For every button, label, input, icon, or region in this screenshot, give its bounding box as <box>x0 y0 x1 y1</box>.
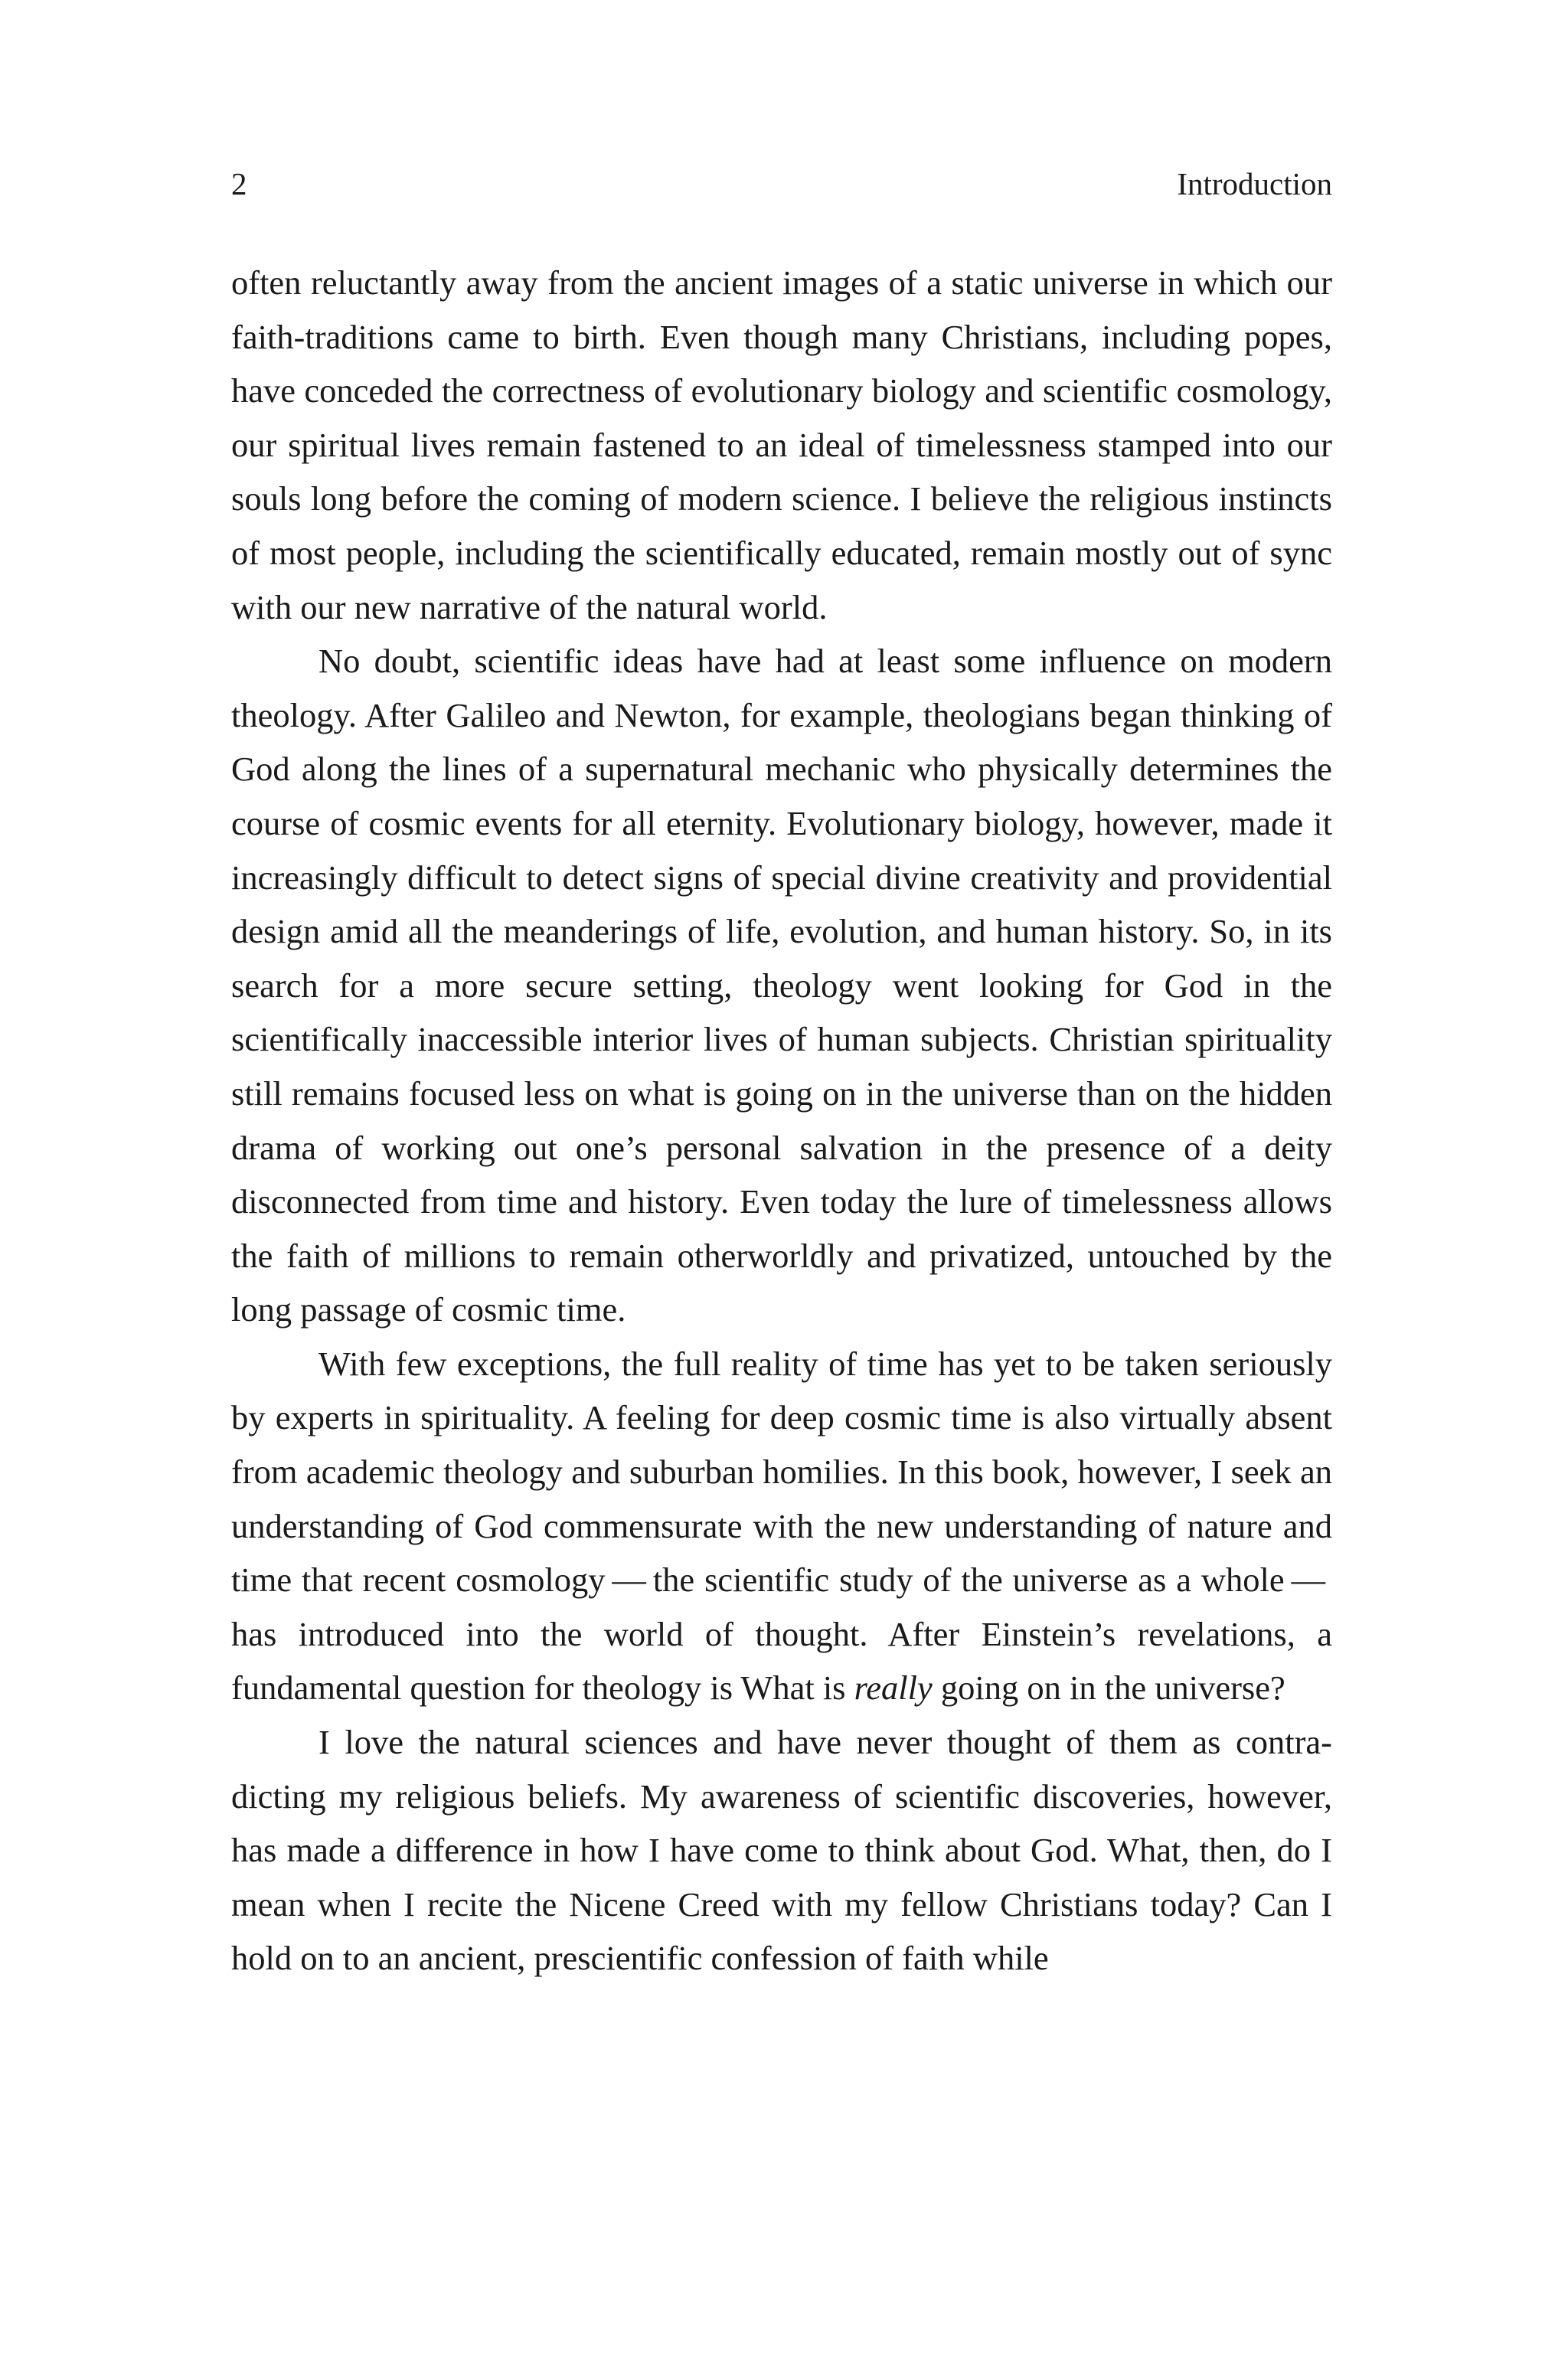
body-text <box>231 256 1332 1986</box>
emphasis-really: really <box>854 1668 933 1708</box>
paragraph-3-ending: going on in the universe? <box>932 1668 1285 1708</box>
running-head <box>231 161 1332 207</box>
paragraph-2: No doubt, scientific ideas have had at least some influence on modern theology. After Galileo and Newton, for example, theologians began thinking of God along the lines of a supernatural mechanic who physically determines the course of cosmic events for all eternity. Evolutionary biology, however, made it increasingly difficult to detect signs of special divine creativity and providential design amid all the meanderings of life, evolution, and human history. So, in its search for a more secure setting, theology went looking for God in the scientifically inaccessible interior lives of human subjects. Christian spirituality still remains focused less on what is going on in the universe than on the hidden drama of working out one’s personal salvation in the presence of a deity disconnected from time and history. Even today the lure of timelessness allows the faith of millions to remain otherworldly and privatized, untouched by the long passage of cosmic time. <box>231 642 1332 1329</box>
paragraph-4: I love the natural sciences and have never thought of them as contradicting my religious beliefs. My awareness of scientific discoveries, however, has made a difference in how I have come to think about God. What, then, do I mean when I recite the Nicene Creed with my fellow Christians today? Can I hold on to an ancient, prescientific confession of faith while <box>231 1723 1332 1978</box>
paragraph-1: often reluctantly away from the ancient images of a static universe in which our faith-traditions came to birth. Even though many Christians, including popes, have conceded the correctness of evolutionary biology and scientific cosmology, our spiritual lives remain fastened to an ideal of timelessness stamped into our souls long before the coming of modern science. I believe the religious instincts of most people, including the scientifically educated, remain mostly out of sync with our new narrative of the natural world. <box>231 263 1332 626</box>
paragraph-3-text: With few exceptions, the full reality of time has yet to be taken seriously by experts in spirituality. A feeling for deep cosmic time is also virtually absent from academic theology and suburban homilies. In this book, however, I seek an understanding of God commensurate with the new understanding of nature and time that recent cosmology — the scientific study of the universe as a whole — has introduced into the world of thought. After Einstein’s revelations, a fundamental question for theology is What is <box>231 1344 1332 1708</box>
page-number: 2 <box>231 166 247 201</box>
running-title: Introduction <box>1177 166 1332 201</box>
paragraph-3 <box>231 1337 1332 1715</box>
